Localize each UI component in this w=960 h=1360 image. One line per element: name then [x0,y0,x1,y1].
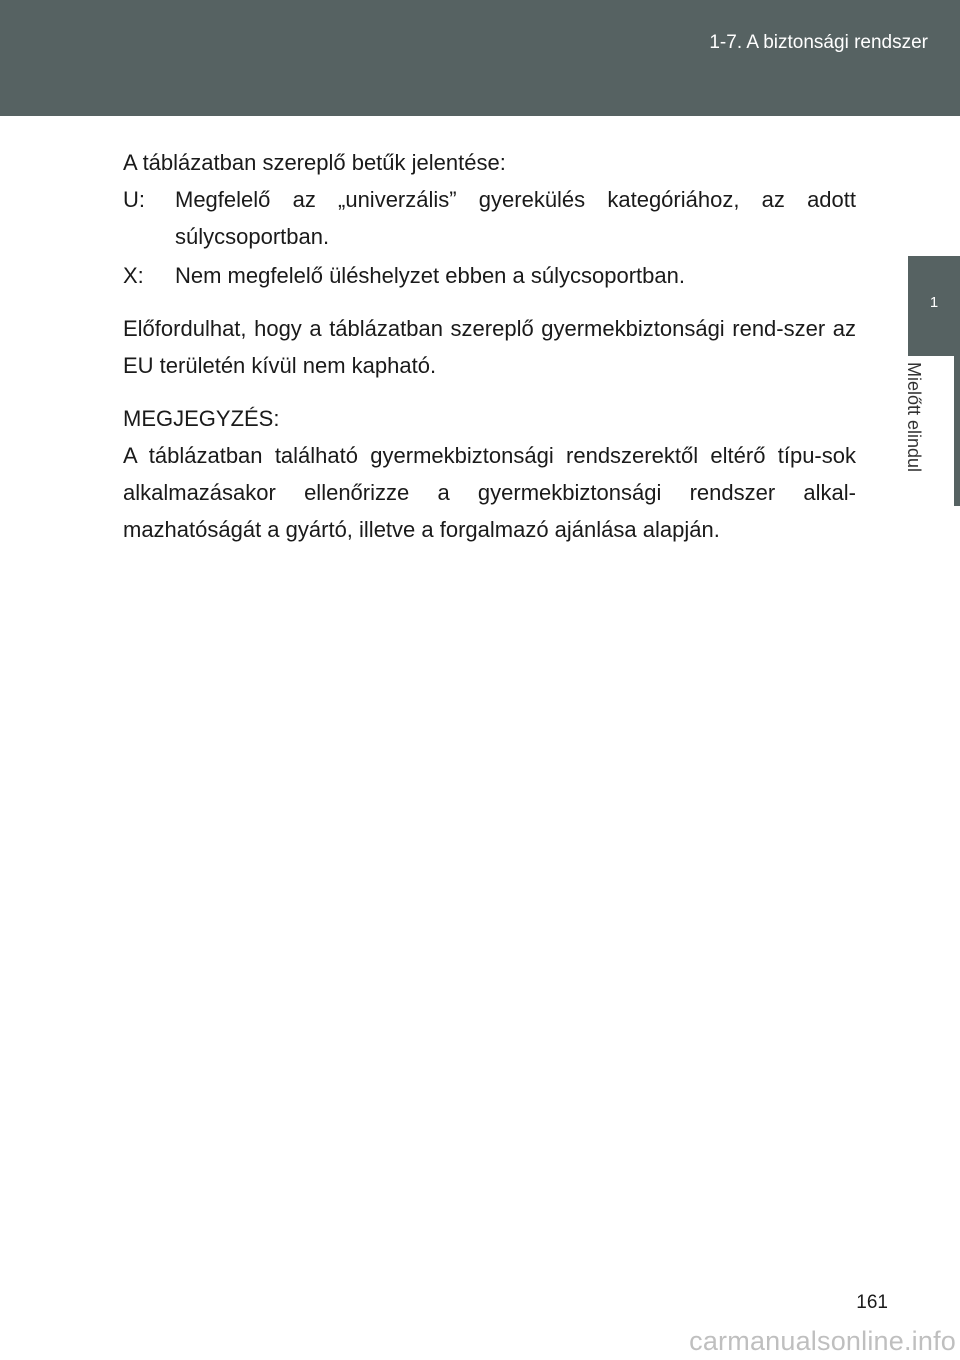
watermark[interactable]: carmanualsonline.info [689,1326,956,1356]
chapter-label: Mielőtt elindul [904,362,924,473]
definition-item [123,181,856,255]
section-title: 1-7. A biztonsági rendszer [709,32,928,53]
note-heading: MEGJEGYZÉS: [123,406,280,431]
chapter-number: 1 [929,294,939,311]
definition-term: U: [123,187,145,212]
chapter-tab[interactable] [908,256,960,356]
page-number: 161 [856,1292,888,1313]
chapter-label-tab [904,356,960,506]
chapter-tab-rule [954,356,960,506]
legend-intro: A táblázatban szereplő betűk jelentése: [123,150,506,175]
definition-text: Megfelelő az „univerzális” gyerekülés kategóriához, az adott súlycsoportban. [175,187,856,249]
note-body: A táblázatban található gyermekbiztonsági rendszerektől eltérő típu-sok alkalmazásakor ellenőrizze a gyermekbiztonsági rendszer alkal-mazhatóságát a gyártó, illetve a forgalmazó ajánlása alapján. [123,443,856,542]
definition-text: Nem megfelelő üléshelyzet ebben a súlycsoportban. [175,263,685,288]
availability-paragraph: Előfordulhat, hogy a táblázatban szereplő gyermekbiztonsági rend-szer az EU területén kívül nem kapható. [123,316,856,378]
definition-term: X: [123,263,144,288]
definition-item [123,257,856,294]
page-content [123,144,856,548]
header-band [0,0,960,116]
